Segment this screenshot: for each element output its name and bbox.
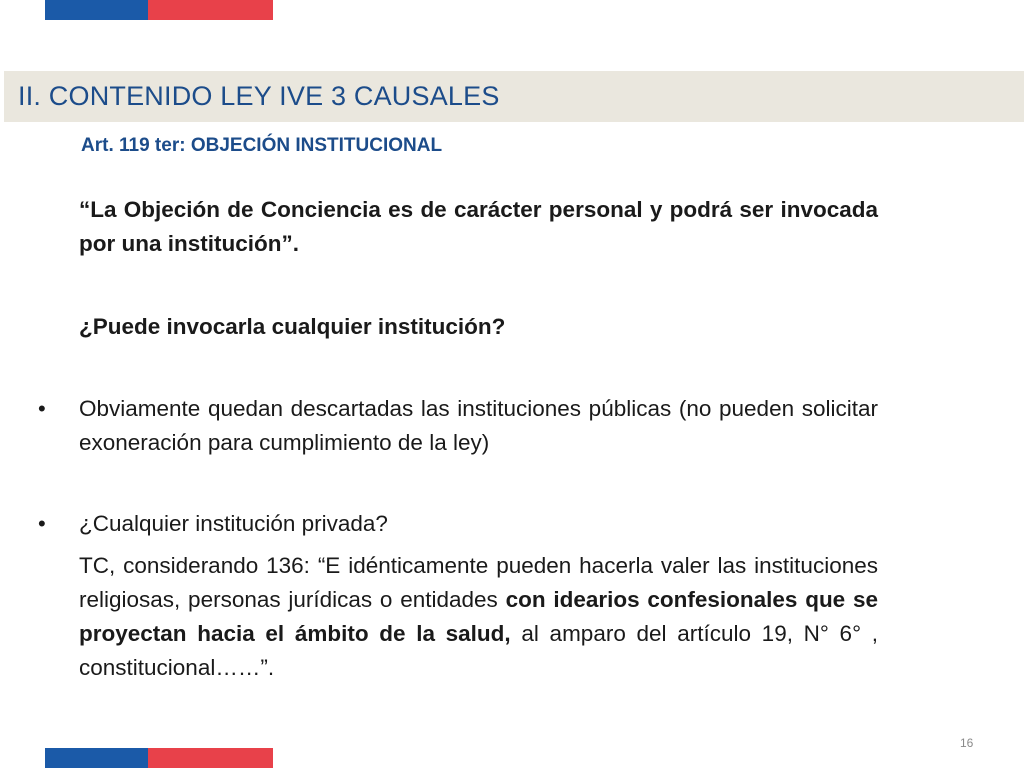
bullet-item-public-institutions: Obviamente quedan descartadas las instituciones públicas (no pueden solicitar exoneración para cumplimiento de la ley) [79, 396, 878, 455]
flag-blue-segment [45, 748, 148, 768]
tc-quote-text-start: TC, considerando 136: “E idénticamente pueden hacerla valer las instituciones religiosas, personas jurídicas o entidades [79, 553, 878, 612]
top-flag-bar [45, 0, 273, 20]
bottom-flag-bar [45, 748, 273, 768]
tc-quote-text-bold: con idearios confesionales que se proyectan hacia el ámbito de la salud, [79, 587, 878, 646]
question-paragraph: ¿Puede invocarla cualquier institución? [79, 314, 506, 339]
flag-blue-segment [45, 0, 148, 20]
quote-paragraph: “La Objeción de Conciencia es de carácter personal y podrá ser invocada por una institución”. [79, 197, 878, 256]
tc-quote-paragraph [79, 549, 878, 685]
slide-subtitle: Art. 119 ter: OBJECIÓN INSTITUCIONAL [81, 135, 443, 156]
page-number: 16 [960, 736, 974, 750]
bullet-marker: • [38, 511, 46, 536]
bullet-marker: • [38, 396, 46, 421]
flag-red-segment [148, 748, 273, 768]
tc-quote-text-end: al amparo del artículo 19, N° 6° , constitucional……”. [79, 621, 878, 680]
title-band [4, 71, 1024, 122]
flag-red-segment [148, 0, 273, 20]
bullet-item-private-institution: ¿Cualquier institución privada? [79, 511, 388, 536]
slide-title: II. CONTENIDO LEY IVE 3 CAUSALES [18, 81, 500, 111]
